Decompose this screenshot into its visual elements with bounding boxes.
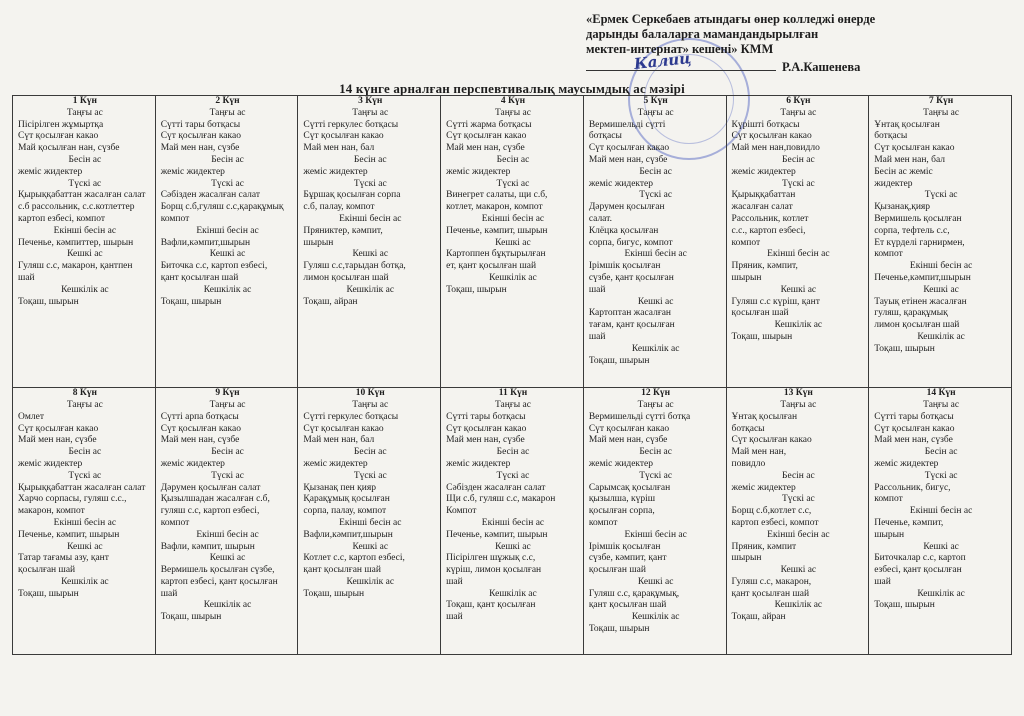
dish-item: Печенье,кәмпит,шырын bbox=[874, 272, 971, 283]
dish-item: Сүт қосылған какао bbox=[446, 423, 527, 434]
meal-heading: Кешкілік ас bbox=[203, 284, 252, 295]
dish-item: Қарақұмық қосылған bbox=[303, 494, 390, 505]
dish-item: Борщ с.б,котлет с.с, bbox=[731, 506, 812, 517]
day-cell bbox=[13, 96, 156, 388]
dish-item: Сүт қосылған какао bbox=[303, 423, 384, 434]
dish-item: Печенье, кәмпит, bbox=[874, 517, 944, 528]
dish-item: Винегрет салаты, щи с.б, bbox=[446, 190, 548, 201]
meal-heading: Кешкі ас bbox=[780, 284, 817, 295]
day-cell bbox=[298, 388, 441, 655]
dish-item: макарон, компот bbox=[18, 506, 85, 517]
meal-heading: Екінші бесін ас bbox=[481, 213, 545, 224]
dish-item: Сүтті тары ботқасы bbox=[160, 119, 241, 130]
dish-item: қосылған сорпа, bbox=[588, 506, 655, 517]
dish-item: жеміс жидектер bbox=[18, 458, 83, 469]
dish-item: Тоқаш, шырын bbox=[588, 355, 650, 366]
dish-item: Май мен нан, сүзбе bbox=[874, 435, 953, 446]
dish-item: Сүт қосылған какао bbox=[588, 423, 670, 434]
meal-heading: Кешкілік ас bbox=[917, 331, 965, 342]
meal-heading: Бесін ас bbox=[211, 154, 244, 165]
dish-item: Қырыққабаттан жасалған салат bbox=[18, 482, 146, 493]
dish-item: шырын bbox=[731, 553, 762, 564]
dish-item: Сүт қосылған какао bbox=[731, 435, 812, 446]
meal-heading: Бесін ас bbox=[68, 154, 102, 165]
meal-heading: Кешкілік ас bbox=[631, 612, 680, 623]
dish-item: компот bbox=[874, 249, 903, 260]
dish-item: Тоқаш, шырын bbox=[446, 284, 507, 295]
dish-item: котлет, макарон, компот bbox=[446, 202, 543, 213]
dish-item: Биточка с.с, картоп езбесі, bbox=[160, 261, 268, 272]
dish-item: Татар тағамы азу, қант bbox=[18, 553, 109, 564]
meal-heading: Бесін ас bbox=[639, 447, 672, 458]
signer-name: Р.А.Кашенева bbox=[782, 60, 861, 74]
day-label: 4 Күн bbox=[500, 96, 526, 106]
dish-item: Май мен нан, бал bbox=[303, 143, 375, 154]
day-cell bbox=[583, 96, 726, 388]
dish-item: компот bbox=[731, 237, 761, 248]
meal-heading: Кешкі ас bbox=[209, 553, 246, 564]
meal-heading: Кешкі ас bbox=[209, 249, 246, 260]
day-label: 3 Күн bbox=[358, 96, 383, 106]
dish-item: Гуляш с.с, макарон, қантпен bbox=[18, 261, 133, 272]
dish-item: Ет күрделі гарнирмен, bbox=[874, 237, 965, 248]
dish-item: с.б, палау, компот bbox=[303, 202, 375, 213]
dish-item: шай bbox=[588, 331, 606, 342]
meal-heading: Кешкілік ас bbox=[489, 272, 537, 283]
meal-heading: Кешкілік ас bbox=[61, 576, 109, 587]
meal-heading: Бесін ас bbox=[496, 154, 530, 165]
dish-item: Май мен нан, bbox=[731, 447, 787, 458]
dish-item: Сәбізден жасалған салат bbox=[446, 482, 546, 493]
dish-item: сорпа, тефтель с.с, bbox=[874, 225, 950, 236]
meal-heading: Таңғы ас bbox=[637, 399, 674, 410]
dish-item: Сүтті тары ботқасы bbox=[874, 411, 954, 422]
dish-item: Дәрумен қосылған салат bbox=[160, 482, 261, 493]
meal-heading: Кешкі ас bbox=[67, 249, 103, 260]
meal-heading: Екінші бесін ас bbox=[339, 213, 402, 224]
dish-item: Пісірілген жұмыртқа bbox=[18, 119, 104, 130]
dish-item: қант қосылған шай bbox=[303, 565, 381, 576]
meal-heading: Түскі ас bbox=[924, 470, 958, 481]
dish-item: Тауық етінен жасалған bbox=[874, 296, 967, 307]
signature-line bbox=[586, 70, 776, 71]
meal-heading: Таңғы ас bbox=[494, 399, 531, 410]
dish-item: Тоқаш, шырын bbox=[160, 296, 222, 307]
dish-item: компот bbox=[588, 517, 618, 528]
dish-item: с.с., картоп езбесі, bbox=[731, 225, 806, 236]
meal-heading: Екінші бесін ас bbox=[53, 517, 117, 528]
meal-heading: Бесін ас bbox=[639, 166, 672, 177]
dish-item: шырын bbox=[874, 529, 905, 540]
day-label: 5 Күн bbox=[643, 96, 668, 106]
dish-item: салат. bbox=[588, 213, 612, 224]
dish-item: Қызанақ пен қияр bbox=[303, 482, 376, 493]
dish-item: жидектер bbox=[874, 178, 913, 189]
header-line-3: мектеп-интернат» кешені» КММ bbox=[586, 42, 774, 56]
dish-item: Сарымсақ қосылған bbox=[588, 482, 671, 493]
meal-heading: Таңғы ас bbox=[923, 399, 960, 410]
dish-item: қант қосылған шай bbox=[160, 272, 239, 283]
dish-item: Пряниктер, кәмпит, bbox=[303, 225, 383, 236]
dish-item: шырын bbox=[731, 272, 762, 283]
meal-heading: Бесін ас bbox=[782, 154, 815, 165]
meal-heading: Түскі ас bbox=[781, 494, 815, 505]
dish-item: Май мен нан, бал bbox=[303, 435, 375, 446]
dish-item: Май мен нан, сүзбе bbox=[18, 435, 97, 446]
day-cell bbox=[155, 388, 298, 655]
dish-item: Вермишельді сүтті ботқа bbox=[588, 411, 691, 422]
meal-heading: Екінші бесін ас bbox=[767, 529, 830, 540]
dish-item: Омлет bbox=[18, 411, 44, 422]
meal-heading: Кешкілік ас bbox=[489, 588, 537, 599]
dish-item: Сүт қосылған какао bbox=[18, 131, 99, 142]
dish-item: Ірімшік қосылған bbox=[588, 261, 661, 272]
meal-heading: Таңғы ас bbox=[780, 399, 817, 410]
dish-item: шай bbox=[160, 588, 178, 599]
day-label: 6 Күн bbox=[786, 96, 811, 106]
dish-item: жеміс жидектер bbox=[160, 458, 225, 469]
meal-heading: Кешкі ас bbox=[352, 541, 389, 552]
dish-item: қант қосылған шай bbox=[588, 600, 667, 611]
meal-heading: Екінші бесін ас bbox=[909, 506, 973, 517]
dish-item: гуляш, қарақұмық bbox=[874, 308, 948, 319]
dish-item: жеміс жидектер bbox=[874, 458, 939, 469]
dish-item: Печенье, кәмпит, шырын bbox=[446, 225, 548, 236]
meal-heading: Кешкі ас bbox=[780, 565, 817, 576]
meal-heading: Түскі ас bbox=[68, 470, 102, 481]
dish-item: ботқасы bbox=[874, 131, 908, 142]
meal-heading: Екінші бесін ас bbox=[196, 225, 259, 236]
meal-heading: Бесін ас bbox=[353, 154, 387, 165]
dish-item: Май қосылған нан, сүзбе bbox=[18, 143, 120, 154]
meal-heading: Кешкі ас bbox=[67, 541, 103, 552]
dish-item: Гуляш с.с, қарақұмық, bbox=[588, 588, 680, 599]
meal-heading: Екінші бесін ас bbox=[909, 261, 973, 272]
dish-item: Пісірілген шұжық с.с, bbox=[446, 553, 536, 564]
dish-item: Бесін ас жеміс bbox=[874, 166, 933, 177]
day-label: 10 Күн bbox=[355, 388, 385, 399]
dish-item: Май мен нан, сүзбе bbox=[160, 143, 240, 154]
meal-heading: Кешкі ас bbox=[923, 541, 959, 552]
dish-item: Гуляш с.с күріш, қант bbox=[731, 296, 820, 307]
dish-item: шай bbox=[446, 576, 463, 587]
dish-item: Пряник, кәмпит bbox=[731, 541, 797, 552]
dish-item: Щи с.б, гуляш с.с, макарон bbox=[446, 494, 556, 505]
meal-heading: Таңғы ас bbox=[923, 107, 960, 118]
dish-item: Сүт қосылған какао bbox=[18, 423, 99, 434]
dish-item: шырын bbox=[303, 237, 334, 248]
dish-item: Печенье, кәмпит, шырын bbox=[446, 529, 548, 540]
dish-item: Сүтті жарма ботқасы bbox=[446, 119, 532, 130]
day-cell bbox=[583, 388, 726, 655]
dish-item: Картоппен бұқтырылған bbox=[446, 249, 546, 260]
dish-item: Сәбізден жасалған салат bbox=[160, 190, 261, 201]
dish-item: Харчо сорпасы, гуляш с.с., bbox=[18, 494, 127, 505]
meal-heading: Түскі ас bbox=[496, 178, 530, 189]
dish-item: Рассольник, бигус, bbox=[874, 482, 951, 493]
meal-heading: Таңғы ас bbox=[209, 107, 246, 118]
meal-heading: Бесін ас bbox=[211, 447, 244, 458]
meal-heading: Түскі ас bbox=[639, 190, 673, 201]
meal-heading: Таңғы ас bbox=[66, 399, 103, 410]
dish-item: Печенье, кәмпиттер, шырын bbox=[18, 237, 134, 248]
dish-item: қосылған шай bbox=[18, 565, 76, 576]
dish-item: жеміс жидектер bbox=[731, 482, 796, 493]
dish-item: Май мен нан, сүзбе bbox=[446, 435, 525, 446]
day-cell bbox=[726, 96, 869, 388]
meal-heading: Таңғы ас bbox=[780, 107, 817, 118]
meal-heading: Бесін ас bbox=[68, 447, 102, 458]
meal-heading: Кешкі ас bbox=[495, 237, 531, 248]
meal-heading: Кешкілік ас bbox=[917, 588, 965, 599]
dish-item: Май мен нан, сүзбе bbox=[588, 435, 668, 446]
dish-item: Ірімшік қосылған bbox=[588, 541, 661, 552]
dish-item: жасалған салат bbox=[731, 202, 793, 213]
dish-item: Сүтті геркулес ботқасы bbox=[303, 119, 399, 130]
day-cell bbox=[869, 96, 1012, 388]
meal-heading: Кешкілік ас bbox=[774, 600, 823, 611]
dish-item: ботқасы bbox=[731, 423, 765, 434]
dish-item: повидло bbox=[731, 458, 766, 469]
dish-item: сүзбе, қант қосылған bbox=[588, 272, 674, 283]
meal-heading: Түскі ас bbox=[211, 470, 244, 481]
dish-item: тағам, қант қосылған bbox=[588, 320, 675, 331]
dish-item: лимон қосылған шай bbox=[303, 272, 389, 283]
dish-item: жеміс жидектер bbox=[160, 166, 225, 177]
dish-item: Май мен нан,повидло bbox=[731, 143, 820, 154]
dish-item: күріш, лимон қосылған bbox=[446, 565, 542, 576]
meal-heading: Кешкілік ас bbox=[631, 343, 680, 354]
dish-item: Биточкалар с.с, картоп bbox=[874, 553, 966, 564]
dish-item: Ұнтақ қосылған bbox=[731, 411, 798, 422]
dish-item: қызылша, күріш bbox=[588, 494, 656, 505]
dish-item: Печенье, кәмпит, шырын bbox=[18, 529, 120, 540]
dish-item: Тоқаш, шырын bbox=[160, 612, 222, 623]
day-label: 7 Күн bbox=[928, 96, 954, 106]
dish-item: Гуляш с.с, макарон, bbox=[731, 576, 812, 587]
dish-item: Тоқаш, шырын bbox=[18, 296, 79, 307]
meal-heading: Таңғы ас bbox=[494, 107, 531, 118]
meal-heading: Кешкілік ас bbox=[61, 284, 109, 295]
dish-item: Сүт қосылған какао bbox=[446, 131, 527, 142]
dish-item: қосылған шай bbox=[588, 565, 646, 576]
signature: Калиц bbox=[633, 49, 693, 73]
day-cell bbox=[726, 388, 869, 655]
dish-item: жеміс жидектер bbox=[303, 458, 368, 469]
dish-item: Картоптан жасалған bbox=[588, 308, 672, 319]
dish-item: Сүтті тары ботқасы bbox=[446, 411, 526, 422]
dish-item: Тоқаш, шырын bbox=[874, 343, 935, 354]
dish-item: Ұнтақ қосылған bbox=[874, 119, 940, 130]
dish-item: жеміс жидектер bbox=[446, 166, 511, 177]
dish-item: қосылған шай bbox=[731, 308, 789, 319]
approval-header bbox=[586, 12, 1006, 76]
meal-heading: Екінші бесін ас bbox=[624, 249, 687, 260]
meal-heading: Екінші бесін ас bbox=[624, 529, 687, 540]
dish-item: Тоқаш, айран bbox=[731, 612, 786, 623]
meal-heading: Түскі ас bbox=[353, 470, 387, 481]
page-title: 14 күнге арналған перспевтивалық маусымдық ас мәзірі bbox=[339, 81, 685, 96]
meal-heading: Бесін ас bbox=[924, 447, 958, 458]
dish-item: жеміс жидектер bbox=[446, 458, 511, 469]
dish-item: Тоқаш, шырын bbox=[731, 331, 793, 342]
day-cell bbox=[13, 388, 156, 655]
day-label: 12 Күн bbox=[641, 388, 671, 399]
dish-item: Вермишель қосылған сүзбе, bbox=[160, 565, 275, 576]
dish-item: Сүтті геркулес ботқасы bbox=[303, 411, 399, 422]
day-label: 9 Күн bbox=[215, 388, 240, 399]
dish-item: Вермишельді сүтті bbox=[588, 119, 666, 130]
dish-item: Күрішті ботқасы bbox=[731, 119, 800, 130]
meal-heading: Екінші бесін ас bbox=[481, 517, 545, 528]
dish-item: сорпа, бигус, компот bbox=[588, 237, 673, 248]
dish-item: Пряник, кәмпит, bbox=[731, 261, 798, 272]
meal-heading: Кешкілік ас bbox=[346, 284, 395, 295]
meal-heading: Таңғы ас bbox=[352, 399, 389, 410]
dish-item: компот bbox=[160, 213, 190, 224]
dish-item: ет, қант қосылған шай bbox=[446, 261, 537, 272]
dish-item: Компот bbox=[446, 506, 477, 517]
dish-item: жеміс жидектер bbox=[731, 166, 796, 177]
dish-item: Тоқаш, шырын bbox=[303, 588, 365, 599]
dish-item: Қырыққабаттан жасалған салат bbox=[18, 190, 146, 201]
dish-item: Сүт қосылған какао bbox=[160, 423, 241, 434]
dish-item: Тоқаш, шырын bbox=[874, 600, 935, 611]
day-cell bbox=[298, 96, 441, 388]
dish-item: Вафли,кәмпит,шырын bbox=[303, 529, 393, 540]
dish-item: гуляш с.с, картоп езбесі, bbox=[160, 506, 260, 517]
header-line-1: «Ермек Серкебаев атындағы өнер колледжі өнерде bbox=[586, 12, 876, 26]
dish-item: лимон қосылған шай bbox=[874, 320, 960, 331]
day-label: 8 Күн bbox=[72, 388, 97, 399]
meal-heading: Түскі ас bbox=[211, 178, 244, 189]
dish-item: Гуляш с.с,тарыдан ботқа, bbox=[303, 261, 406, 272]
meal-heading: Бесін ас bbox=[496, 447, 530, 458]
meal-heading: Түскі ас bbox=[68, 178, 102, 189]
dish-item: сорпа, палау, компот bbox=[303, 506, 387, 517]
meal-heading: Екінші бесін ас bbox=[767, 249, 830, 260]
meal-heading: Кешкілік ас bbox=[346, 576, 395, 587]
day-cell bbox=[155, 96, 298, 388]
dish-item: жеміс жидектер bbox=[303, 166, 368, 177]
dish-item: езбесі, қант қосылған bbox=[874, 565, 962, 576]
meal-heading: Таңғы ас bbox=[637, 107, 674, 118]
meal-heading: Кешкі ас bbox=[637, 296, 674, 307]
dish-item: Тоқаш, айран bbox=[303, 296, 358, 307]
dish-item: Борщ с.б,гуляш с.с,қарақұмық bbox=[160, 202, 284, 213]
meal-heading: Кешкілік ас bbox=[774, 320, 823, 331]
dish-item: Сүт қосылған какао bbox=[874, 143, 955, 154]
dish-item: Қызылшадан жасалған с.б, bbox=[160, 494, 270, 505]
dish-item: Вафли, кәмпит, шырын bbox=[160, 541, 255, 552]
meal-heading: Таңғы ас bbox=[352, 107, 389, 118]
meal-heading: Екінші бесін ас bbox=[53, 225, 117, 236]
meal-heading: Бесін ас bbox=[782, 470, 815, 481]
menu-table bbox=[12, 95, 1012, 655]
dish-item: шай bbox=[446, 612, 463, 623]
meal-heading: Түскі ас bbox=[924, 190, 958, 201]
dish-item: ботқасы bbox=[588, 131, 622, 142]
dish-item: Вафли,кәмпит,шырын bbox=[160, 237, 251, 248]
meal-heading: Бесін ас bbox=[353, 447, 387, 458]
dish-item: Май мен нан, сүзбе bbox=[588, 154, 668, 165]
meal-heading: Кешкі ас bbox=[352, 249, 389, 260]
dish-item: жеміс жидектер bbox=[588, 178, 654, 189]
day-label: 14 Күн bbox=[926, 388, 956, 399]
meal-heading: Таңғы ас bbox=[209, 399, 246, 410]
dish-item: Тоқаш, қант қосылған bbox=[446, 600, 536, 611]
day-cell bbox=[441, 388, 584, 655]
meal-heading: Түскі ас bbox=[353, 178, 387, 189]
dish-item: Вермишель қосылған bbox=[874, 213, 962, 224]
dish-item: Тоқаш, шырын bbox=[588, 624, 650, 635]
menu-row bbox=[13, 388, 1012, 655]
dish-item: шай bbox=[18, 272, 35, 283]
dish-item: Май мен нан, сүзбе bbox=[160, 435, 240, 446]
dish-item: шай bbox=[874, 576, 891, 587]
dish-item: Сүт қосылған какао bbox=[160, 131, 241, 142]
meal-heading: Екінші бесін ас bbox=[339, 517, 402, 528]
dish-item: Сүт қосылған какао bbox=[588, 143, 670, 154]
day-label: 13 Күн bbox=[783, 388, 813, 399]
meal-heading: Түскі ас bbox=[496, 470, 530, 481]
header-line-2: дарынды балаларға мамандандырылған bbox=[586, 27, 819, 41]
meal-heading: Кешкі ас bbox=[637, 576, 674, 587]
dish-item: шай bbox=[588, 284, 606, 295]
meal-heading: Екінші бесін ас bbox=[196, 529, 259, 540]
dish-item: Май мен нан, бал bbox=[874, 154, 946, 165]
dish-item: Тоқаш, шырын bbox=[18, 588, 79, 599]
dish-item: Қызанақ,қияр bbox=[874, 202, 931, 213]
dish-item: Сүт қосылған какао bbox=[303, 131, 384, 142]
dish-item: Қырыққабаттан bbox=[731, 190, 796, 201]
dish-item: сүзбе, кәмпит, қант bbox=[588, 553, 667, 564]
dish-item: с.б рассольник, с.с.котлеттер bbox=[18, 202, 135, 213]
dish-item: Сүт қосылған какао bbox=[874, 423, 955, 434]
dish-item: Рассольник, котлет bbox=[731, 213, 809, 224]
day-label: 11 Күн bbox=[498, 388, 528, 399]
meal-heading: Түскі ас bbox=[781, 178, 815, 189]
dish-item: картоп езбесі, компот bbox=[731, 517, 819, 528]
meal-heading: Кешкі ас bbox=[495, 541, 531, 552]
day-cell bbox=[441, 96, 584, 388]
dish-item: Клёцка қосылған bbox=[588, 225, 659, 236]
dish-item: жеміс жидектер bbox=[18, 166, 83, 177]
dish-item: жеміс жидектер bbox=[588, 458, 654, 469]
dish-item: Сүт қосылған какао bbox=[731, 131, 812, 142]
day-cell bbox=[869, 388, 1012, 655]
meal-heading: Түскі ас bbox=[639, 470, 673, 481]
dish-item: компот bbox=[874, 494, 903, 505]
dish-item: Май мен нан, сүзбе bbox=[446, 143, 525, 154]
meal-heading: Таңғы ас bbox=[66, 107, 103, 118]
dish-item: Дәрумен қосылған bbox=[588, 202, 665, 213]
day-label: 2 Күн bbox=[215, 96, 240, 106]
meal-heading: Кешкілік ас bbox=[203, 600, 252, 611]
menu-row bbox=[13, 96, 1012, 388]
dish-item: Сүтті арпа ботқасы bbox=[160, 411, 239, 422]
dish-item: қант қосылған шай bbox=[731, 588, 810, 599]
meal-heading: Кешкі ас bbox=[923, 284, 959, 295]
dish-item: Котлет с.с, картоп езбесі, bbox=[303, 553, 405, 564]
dish-item: картоп езбесі, компот bbox=[18, 213, 105, 224]
dish-item: компот bbox=[160, 517, 190, 528]
dish-item: картоп езбесі, қант қосылған bbox=[160, 576, 278, 587]
dish-item: Бұршақ қосылған сорпа bbox=[303, 190, 401, 201]
day-label: 1 Күн bbox=[72, 96, 97, 106]
